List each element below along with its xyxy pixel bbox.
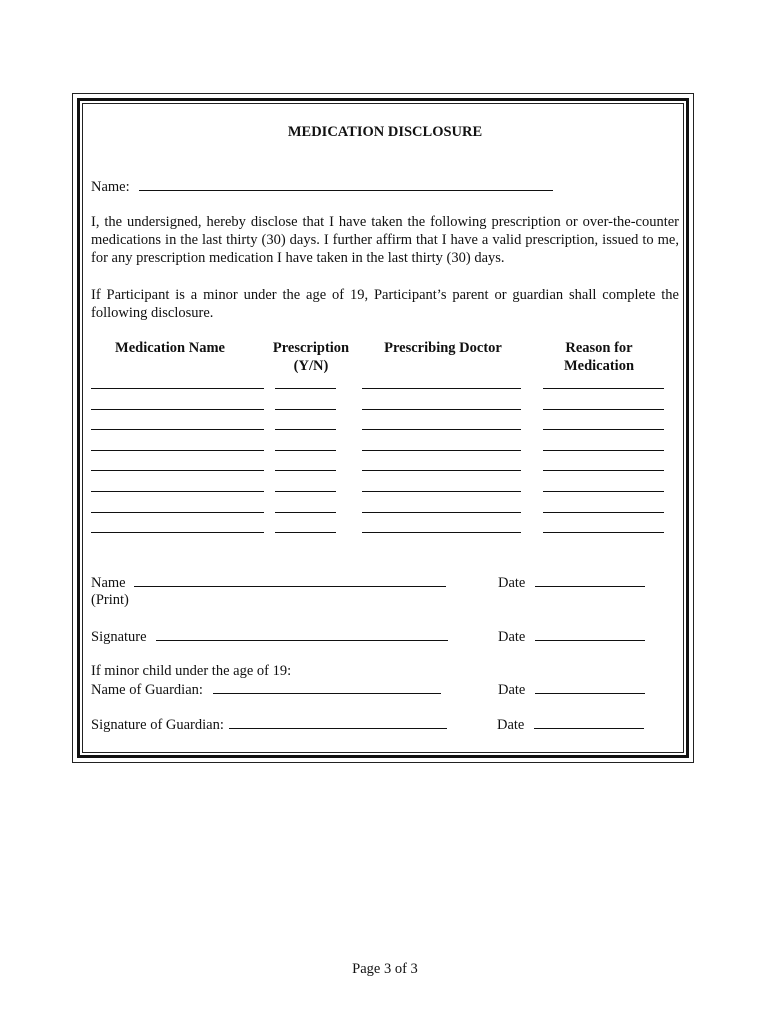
signature-label: Signature bbox=[91, 629, 147, 645]
table-row-4-medication-name-field[interactable] bbox=[91, 450, 264, 451]
date-field-3[interactable] bbox=[535, 681, 645, 694]
date-row-2 bbox=[498, 628, 645, 646]
table-row-8-reason-field[interactable] bbox=[543, 532, 664, 533]
print-name-row bbox=[91, 574, 446, 592]
table-row-4-prescribing-doctor-field[interactable] bbox=[362, 450, 521, 451]
table-row-4-prescription-field[interactable] bbox=[275, 450, 336, 451]
guardian-name-field[interactable] bbox=[213, 681, 441, 694]
header-prescription-line2: (Y/N) bbox=[293, 358, 329, 374]
name-label: Name: bbox=[91, 179, 130, 195]
date-label-1: Date bbox=[498, 575, 526, 591]
table-row-2-reason-field[interactable] bbox=[543, 409, 664, 410]
table-row-5-reason-field[interactable] bbox=[543, 470, 664, 471]
form-title: MEDICATION DISCLOSURE bbox=[287, 124, 483, 140]
page-number: Page 3 of 3 bbox=[352, 961, 418, 977]
disclosure-paragraph: I, the undersigned, hereby disclose that I have taken the following prescription or over-the-counter medications in the last thirty (30) days. I further affirm that I have a valid prescription, issued to me, for any prescription medication I have taken in the last thirty (30) days. bbox=[91, 214, 679, 266]
date-row-4 bbox=[497, 716, 644, 734]
table-row-7-prescription-field[interactable] bbox=[275, 512, 336, 513]
table-row-7-reason-field[interactable] bbox=[543, 512, 664, 513]
minor-note: If minor child under the age of 19: bbox=[91, 663, 292, 679]
table-row-8-medication-name-field[interactable] bbox=[91, 532, 264, 533]
guardian-signature-label: Signature of Guardian: bbox=[91, 717, 224, 733]
table-row-2-prescribing-doctor-field[interactable] bbox=[362, 409, 521, 410]
table-row-5-prescribing-doctor-field[interactable] bbox=[362, 470, 521, 471]
table-row-3-medication-name-field[interactable] bbox=[91, 429, 264, 430]
header-reason-line1: Reason for bbox=[565, 340, 633, 356]
guardian-name-label: Name of Guardian: bbox=[91, 682, 203, 698]
date-field-4[interactable] bbox=[534, 716, 644, 729]
table-row-8-prescription-field[interactable] bbox=[275, 532, 336, 533]
table-row-3-prescription-field[interactable] bbox=[275, 429, 336, 430]
table-row-6-reason-field[interactable] bbox=[543, 491, 664, 492]
table-row-6-prescribing-doctor-field[interactable] bbox=[362, 491, 521, 492]
name-field[interactable] bbox=[139, 178, 553, 191]
date-label-3: Date bbox=[498, 682, 526, 698]
header-prescribing-doctor: Prescribing Doctor bbox=[384, 340, 502, 356]
header-reason bbox=[550, 339, 648, 375]
date-field-1[interactable] bbox=[535, 574, 645, 587]
table-row-1-prescription-field[interactable] bbox=[275, 388, 336, 389]
table-row-5-medication-name-field[interactable] bbox=[91, 470, 264, 471]
name-field-row bbox=[91, 178, 553, 196]
print-label: (Print) bbox=[91, 592, 129, 608]
table-row-6-prescription-field[interactable] bbox=[275, 491, 336, 492]
table-row-2-medication-name-field[interactable] bbox=[91, 409, 264, 410]
date-row-1 bbox=[498, 574, 645, 592]
table-row-3-reason-field[interactable] bbox=[543, 429, 664, 430]
minor-paragraph: If Participant is a minor under the age of 19, Participant’s parent or guardian shall complete the following disclosure. bbox=[91, 287, 679, 321]
date-field-2[interactable] bbox=[535, 628, 645, 641]
header-reason-line2: Medication bbox=[563, 358, 635, 374]
table-row-7-prescribing-doctor-field[interactable] bbox=[362, 512, 521, 513]
print-name-field[interactable] bbox=[134, 574, 446, 587]
signature-row bbox=[91, 628, 448, 646]
guardian-signature-field[interactable] bbox=[229, 716, 447, 729]
table-row-4-reason-field[interactable] bbox=[543, 450, 664, 451]
table-row-6-medication-name-field[interactable] bbox=[91, 491, 264, 492]
date-label-4: Date bbox=[497, 717, 525, 733]
print-name-label: Name bbox=[91, 575, 126, 591]
header-prescription bbox=[262, 339, 360, 375]
table-row-2-prescription-field[interactable] bbox=[275, 409, 336, 410]
table-row-3-prescribing-doctor-field[interactable] bbox=[362, 429, 521, 430]
guardian-name-row bbox=[91, 681, 441, 699]
header-prescription-line1: Prescription bbox=[272, 340, 350, 356]
date-row-3 bbox=[498, 681, 645, 699]
table-row-1-medication-name-field[interactable] bbox=[91, 388, 264, 389]
guardian-signature-row bbox=[91, 716, 447, 734]
date-label-2: Date bbox=[498, 629, 526, 645]
table-row-5-prescription-field[interactable] bbox=[275, 470, 336, 471]
table-row-1-reason-field[interactable] bbox=[543, 388, 664, 389]
table-row-7-medication-name-field[interactable] bbox=[91, 512, 264, 513]
page-border-inner bbox=[82, 103, 684, 753]
table-row-8-prescribing-doctor-field[interactable] bbox=[362, 532, 521, 533]
signature-field[interactable] bbox=[156, 628, 448, 641]
table-row-1-prescribing-doctor-field[interactable] bbox=[362, 388, 521, 389]
header-medication-name: Medication Name bbox=[115, 340, 225, 356]
